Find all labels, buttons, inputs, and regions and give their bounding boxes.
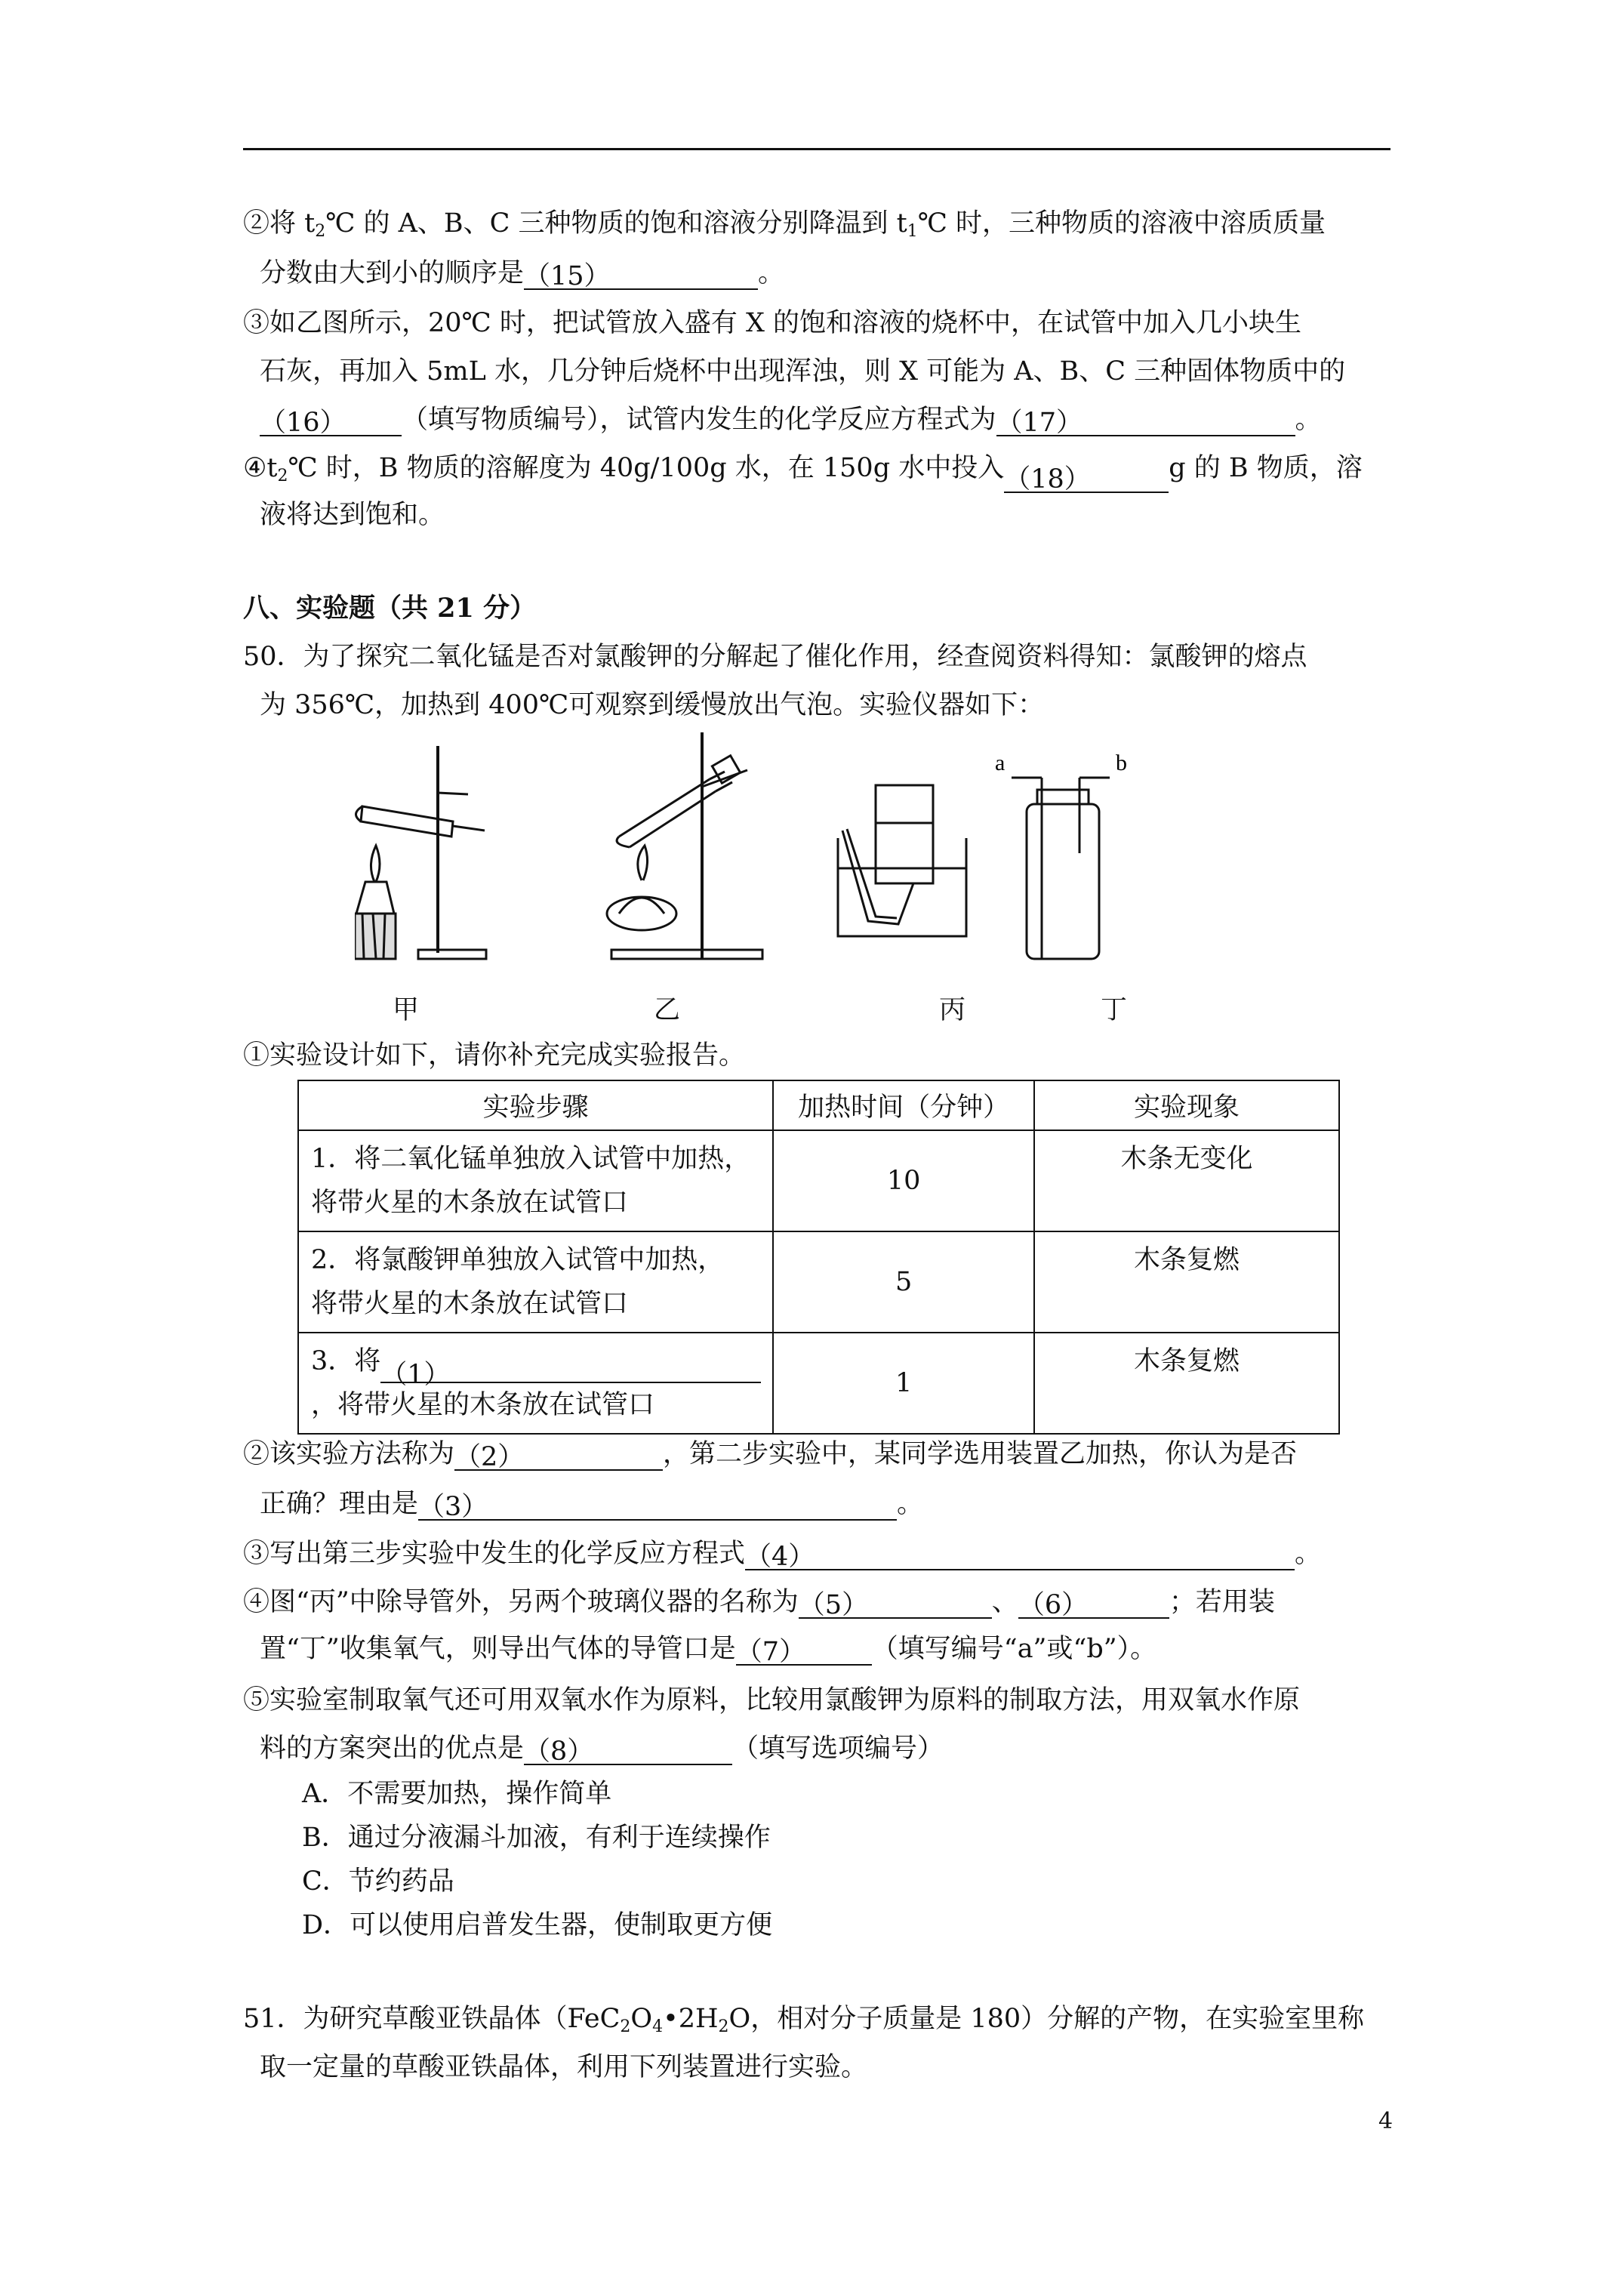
- step-cell: 3．将（1） ，将带火星的木条放在试管口: [298, 1333, 773, 1434]
- port-label-a: a: [995, 750, 1006, 775]
- q49-part3-line3: （16） （填写物质编号），试管内发生的化学反应方程式为（17） 。: [260, 405, 1322, 438]
- apparatus-yi: [607, 732, 762, 959]
- q50-part4-line1: ④图“丙”中除导管外，另两个玻璃仪器的名称为（5） 、（6） ；若用装: [243, 1587, 1275, 1620]
- observation-cell: 木条无变化: [1034, 1130, 1339, 1231]
- option-b: B．通过分液漏斗加液，有利于连续操作: [302, 1823, 771, 1853]
- answer-blank-17[interactable]: （17）: [996, 406, 1295, 436]
- answer-blank-7[interactable]: （7）: [736, 1635, 872, 1666]
- q50-intro-line2: 为 356℃，加热到 400℃可观察到缓慢放出气泡。实验仪器如下：: [260, 690, 1045, 720]
- table-row: [298, 1333, 1339, 1434]
- answer-blank-16[interactable]: （16）: [260, 406, 402, 436]
- q50-part4-line2: 置“丁”收集氧气，则导出气体的导管口是（7） （填写编号“a”或“b”）。: [260, 1634, 1157, 1667]
- observation-cell: 木条复燃: [1034, 1231, 1339, 1333]
- header-observation: 实验现象: [1034, 1080, 1339, 1130]
- label-yi: 乙: [654, 995, 681, 1025]
- q50-part2-line2: 正确？理由是（3） 。: [260, 1489, 924, 1522]
- q50-part1: ①实验设计如下，请你补充完成实验报告。: [243, 1040, 746, 1071]
- answer-blank-15[interactable]: （15）: [524, 260, 758, 290]
- q49-part2-line1: ②将 $t_2℃$ 的 A、B、C 三种物质的饱和溶液分别降温到 $t_1℃$ 时，三种物质的溶液中溶质质量: [243, 208, 1326, 241]
- q49-part4-line1: $④t_2℃$ 时，B 物质的溶解度为 40g/100g 水，在 150g 水中投入（18） g 的 B 物质，溶: [243, 453, 1363, 495]
- experiment-table: [297, 1080, 1340, 1435]
- q51-line2: 取一定量的草酸亚铁晶体，利用下列装置进行实验。: [260, 2052, 868, 2082]
- label-bing: 丙: [939, 995, 966, 1025]
- time-cell: 1: [773, 1333, 1034, 1434]
- step-cell: 1．将二氧化锰单独放入试管中加热， 将带火星的木条放在试管口: [298, 1130, 773, 1231]
- table-row: [298, 1130, 1339, 1231]
- q49-part2-line2: 分数由大到小的顺序是（15） 。: [260, 258, 785, 291]
- time-cell: 5: [773, 1231, 1034, 1333]
- apparatus-bing: [838, 785, 966, 936]
- q49-part3-line2: 石灰，再加入 5mL 水，几分钟后烧杯中出现浑浊，则 X 可能为 A、B、C 三种固体物质中的: [260, 356, 1346, 387]
- header-time: 加热时间（分钟）: [773, 1080, 1034, 1130]
- answer-blank-1[interactable]: （1）: [380, 1353, 761, 1383]
- q49-part3-line1: ③如乙图所示，20℃ 时，把试管放入盛有 X 的饱和溶液的烧杯中，在试管中加入几小块生: [243, 308, 1301, 338]
- option-d: D．可以使用启普发生器，使制取更方便: [302, 1910, 773, 1940]
- apparatus-ding: [1012, 778, 1110, 959]
- answer-blank-18[interactable]: （18）: [1004, 463, 1169, 493]
- q50-intro-line1: 50．为了探究二氧化锰是否对氯酸钾的分解起了催化作用，经查阅资料得知：氯酸钾的熔点: [243, 642, 1307, 672]
- header-steps: 实验步骤: [298, 1080, 773, 1130]
- q50-part5-line2: 料的方案突出的优点是（8） （填写选项编号）: [260, 1734, 944, 1767]
- table-row: [298, 1231, 1339, 1333]
- q50-part5-line1: ⑤实验室制取氧气还可用双氧水作为原料，比较用氯酸钾为原料的制取方法，用双氧水作原: [243, 1685, 1301, 1715]
- option-c: C．节约药品: [302, 1866, 454, 1897]
- q51-line1: 51．为研究草酸亚铁晶体（$FeC_2O_4•2H_2O$，相对分子质量是 180）分解的产物，在实验室里称: [243, 2004, 1365, 2036]
- answer-blank-6[interactable]: （6）: [1018, 1589, 1169, 1619]
- q50-part3: ③写出第三步实验中发生的化学反应方程式（4） 。: [243, 1539, 1322, 1572]
- answer-blank-4[interactable]: （4）: [745, 1540, 1295, 1570]
- label-ding: 丁: [1101, 995, 1128, 1025]
- section-title: 八、实验题（共 21 分）: [243, 593, 537, 624]
- option-a: A．不需要加热，操作简单: [302, 1779, 612, 1809]
- answer-blank-2[interactable]: （2）: [454, 1441, 663, 1471]
- page-number: 4: [1378, 2108, 1394, 2134]
- label-jia: 甲: [393, 995, 420, 1025]
- observation-cell: 木条复燃: [1034, 1333, 1339, 1434]
- answer-blank-8[interactable]: （8）: [524, 1735, 732, 1765]
- q50-part2-line1: ②该实验方法称为（2） ，第二步实验中，某同学选用装置乙加热，你认为是否: [243, 1439, 1298, 1472]
- answer-blank-3[interactable]: （3）: [418, 1490, 897, 1521]
- step-cell: 2．将氯酸钾单独放入试管中加热， 将带火星的木条放在试管口: [298, 1231, 773, 1333]
- port-label-b: b: [1116, 750, 1127, 775]
- apparatus-figure: [355, 732, 1215, 966]
- answer-blank-5[interactable]: （5）: [799, 1589, 992, 1619]
- q49-part4-line2: 液将达到饱和。: [260, 500, 445, 530]
- time-cell: 10: [773, 1130, 1034, 1231]
- apparatus-jia: [355, 746, 486, 959]
- header-rule: [243, 148, 1390, 150]
- table-header-row: [298, 1080, 1339, 1130]
